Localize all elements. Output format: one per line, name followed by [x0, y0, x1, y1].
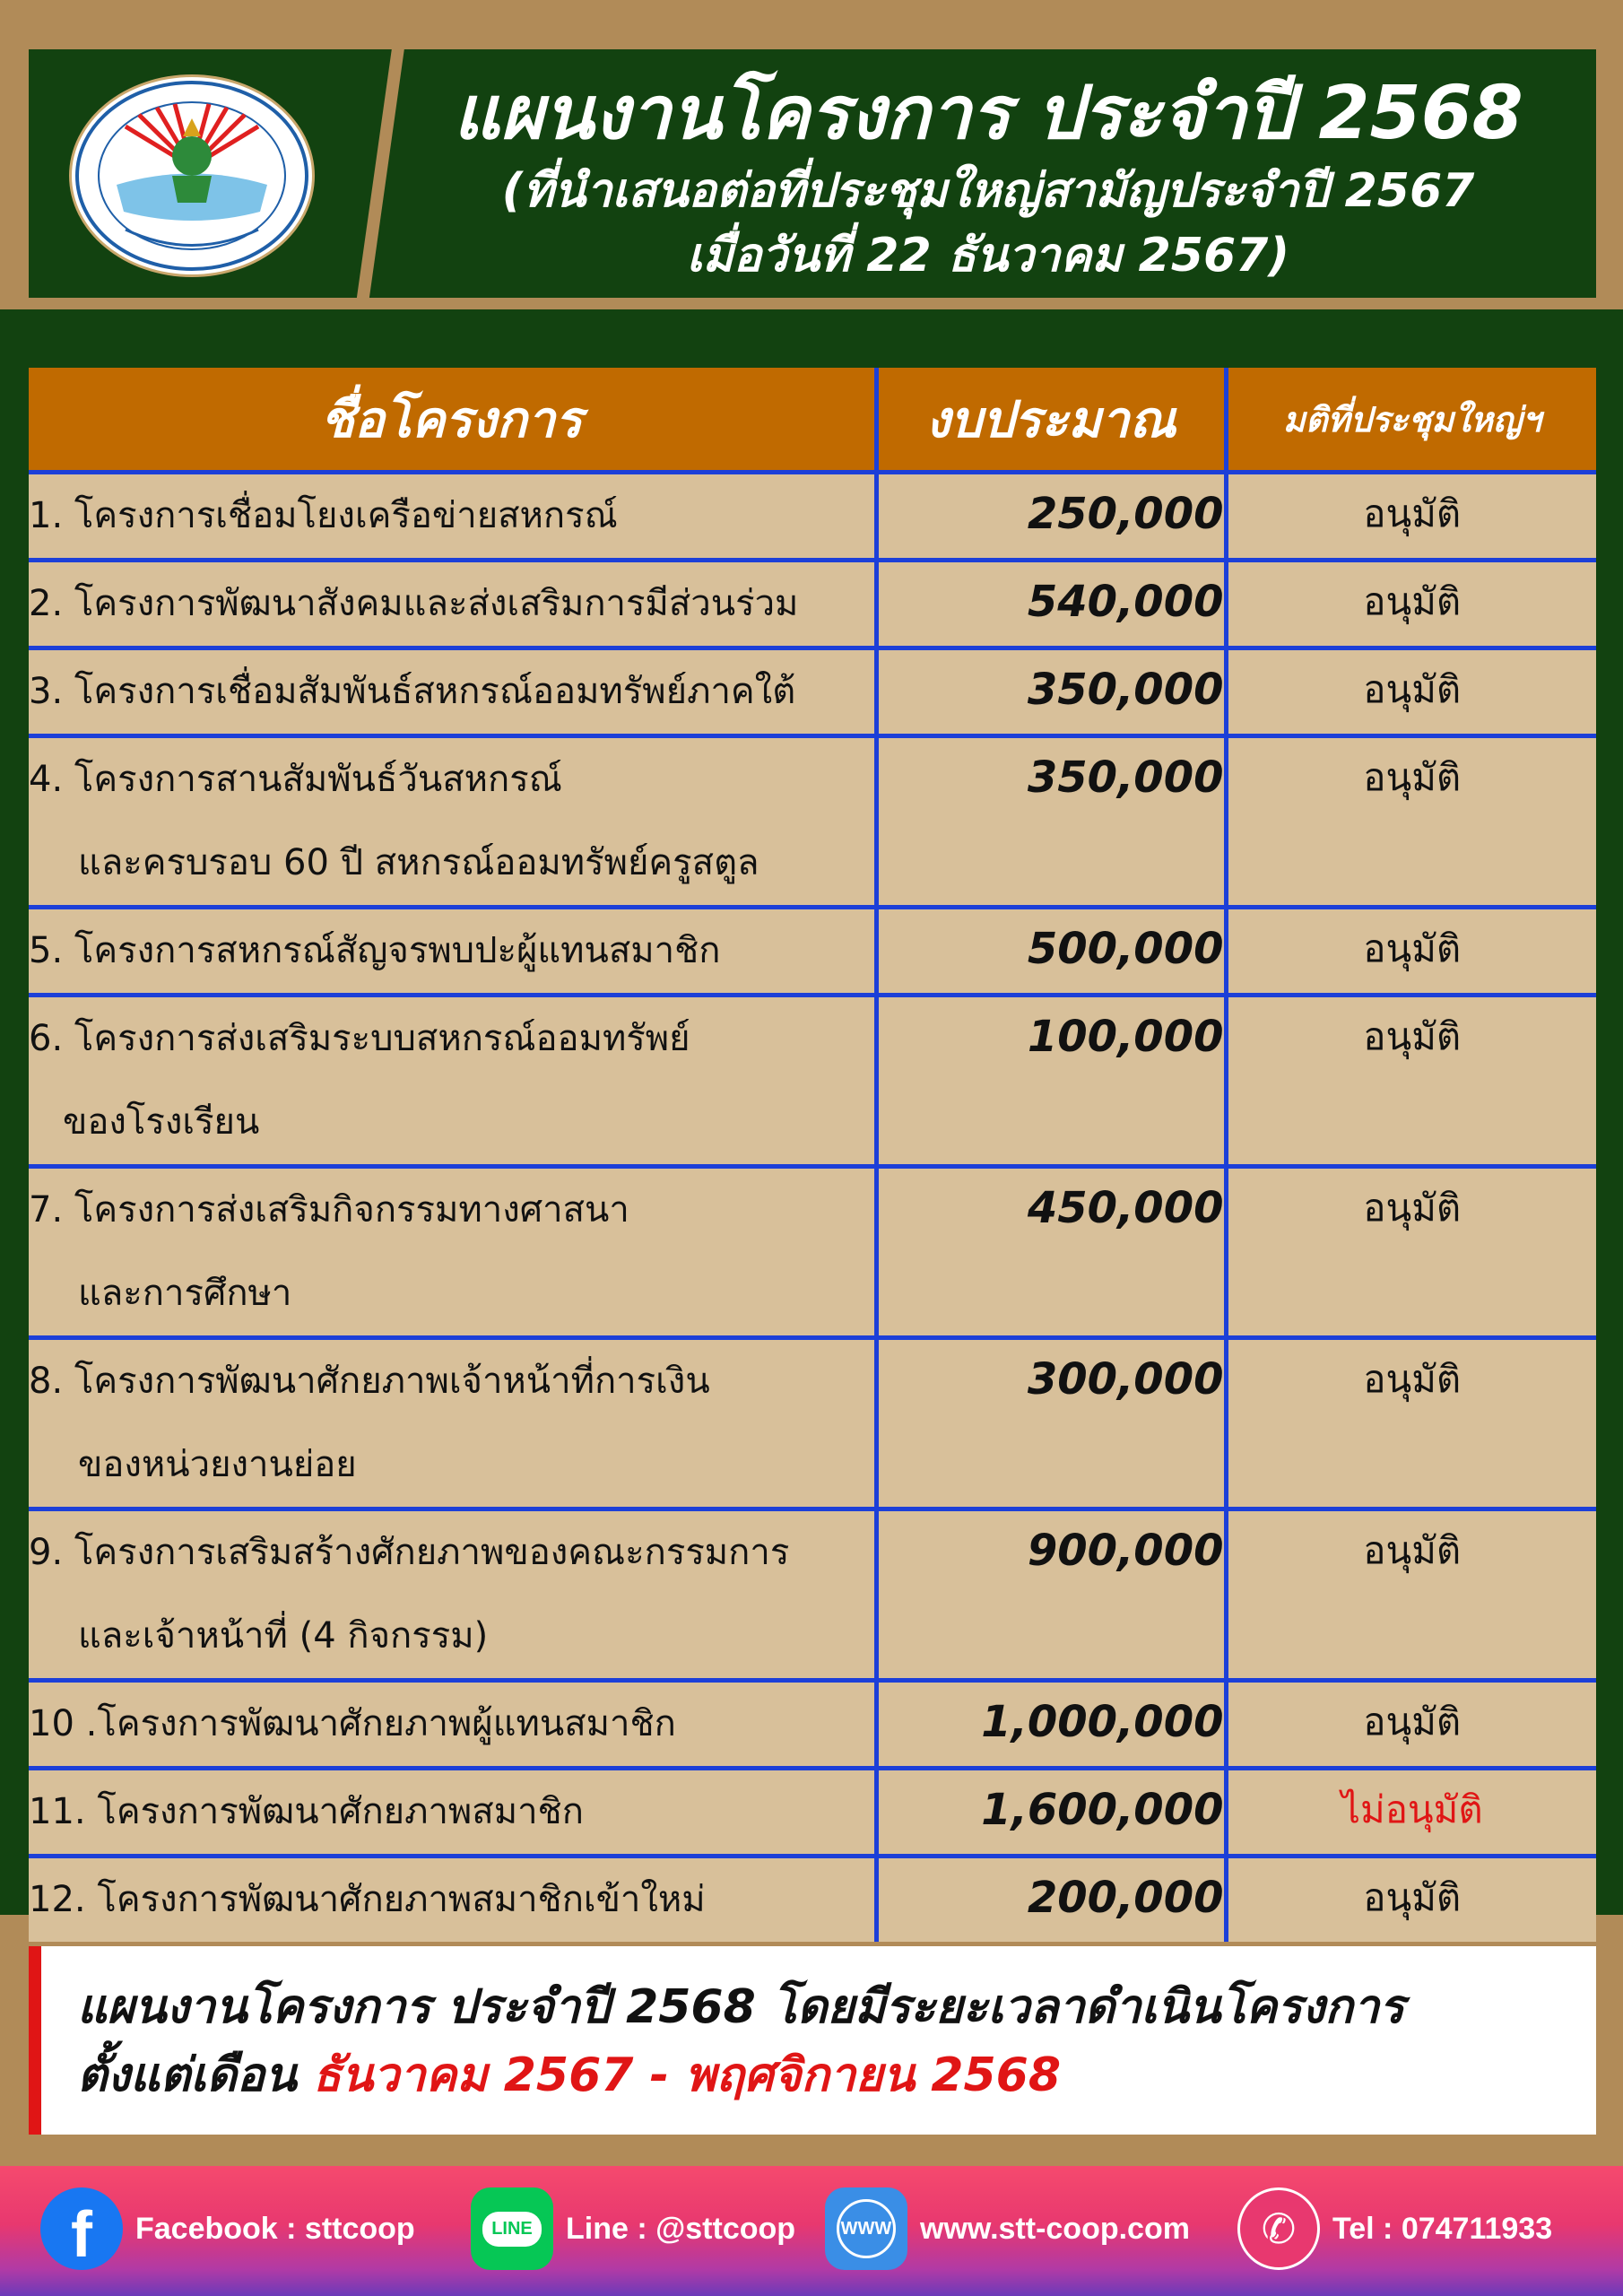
- table-row: [29, 1857, 1596, 1943]
- table-row: [29, 561, 1596, 648]
- notice-line2-prefix: ตั้งแต่เดือน: [77, 2048, 313, 2102]
- header-banner: [29, 49, 1596, 298]
- project-resolution: อนุมัติ: [1226, 1681, 1596, 1769]
- project-resolution: อนุมัติ: [1226, 1857, 1596, 1943]
- project-budget: 1,600,000: [876, 1769, 1226, 1857]
- page-subtitle-line2: เมื่อวันที่ 22 ธันวาคม 2567): [686, 229, 1290, 283]
- notice-line1: แผนงานโครงการ ประจำปี 2568 โดยมีระยะเวลาดำเนินโครงการ: [77, 1980, 1405, 2034]
- table-row: [29, 1509, 1596, 1681]
- page-subtitle-line1: (ที่นำเสนอต่อที่ประชุมใหญ่สามัญประจำปี 2567: [501, 164, 1475, 218]
- project-budget: 350,000: [876, 736, 1226, 908]
- project-budget: 500,000: [876, 908, 1226, 996]
- header-project-name: ชื่อโครงการ: [29, 368, 876, 473]
- website-label[interactable]: www.stt-coop.com: [920, 2211, 1190, 2246]
- coop-emblem-icon: [72, 77, 312, 274]
- header-title-block: [405, 69, 1571, 288]
- project-resolution: อนุมัติ: [1226, 648, 1596, 736]
- project-plan-table: [29, 368, 1596, 1942]
- facebook-icon: f: [40, 2187, 123, 2270]
- project-name: 4. โครงการสานสัมพันธ์วันสหกรณ์ และครบรอบ 60 ปี สหกรณ์ออมทรัพย์ครูสตูล: [29, 736, 876, 908]
- line-contact[interactable]: [471, 2184, 795, 2274]
- project-name: 2. โครงการพัฒนาสังคมและส่งเสริมการมีส่วนร่วม: [29, 561, 876, 648]
- project-budget: 900,000: [876, 1509, 1226, 1681]
- schedule-notice: [29, 1946, 1596, 2135]
- project-resolution: อนุมัติ: [1226, 1338, 1596, 1509]
- project-name: 1. โครงการเชื่อมโยงเครือข่ายสหกรณ์: [29, 473, 876, 561]
- page-title: แผนงานโครงการ ประจำปี 2568: [453, 71, 1523, 156]
- table-section: [0, 309, 1623, 1923]
- project-budget: 300,000: [876, 1338, 1226, 1509]
- project-name: 8. โครงการพัฒนาศักยภาพเจ้าหน้าที่การเงิน ของหน่วยงานย่อย: [29, 1338, 876, 1509]
- project-name: 6. โครงการส่งเสริมระบบสหกรณ์ออมทรัพย์ ของโรงเรียน: [29, 996, 876, 1167]
- project-name: 10 .โครงการพัฒนาศักยภาพผู้แทนสมาชิก: [29, 1681, 876, 1769]
- project-budget: 100,000: [876, 996, 1226, 1167]
- header-resolution: มติที่ประชุมใหญ่ฯ: [1226, 368, 1596, 473]
- project-name: 11. โครงการพัฒนาศักยภาพสมาชิก: [29, 1769, 876, 1857]
- facebook-label[interactable]: Facebook : sttcoop: [135, 2211, 415, 2246]
- project-resolution-rejected: ไม่อนุมัติ: [1226, 1769, 1596, 1857]
- table-row: [29, 996, 1596, 1167]
- phone-icon: ✆: [1237, 2187, 1320, 2270]
- facebook-contact[interactable]: [40, 2184, 415, 2274]
- project-resolution: อนุมัติ: [1226, 736, 1596, 908]
- project-name: 5. โครงการสหกรณ์สัญจรพบปะผู้แทนสมาชิก: [29, 908, 876, 996]
- project-resolution: อนุมัติ: [1226, 908, 1596, 996]
- line-app-icon: LINE: [471, 2187, 553, 2270]
- table-row: [29, 1769, 1596, 1857]
- project-budget: 200,000: [876, 1857, 1226, 1943]
- project-budget: 250,000: [876, 473, 1226, 561]
- phone-label[interactable]: Tel : 074711933: [1332, 2211, 1553, 2246]
- line-label[interactable]: Line : @sttcoop: [566, 2211, 796, 2246]
- header-budget: งบประมาณ: [876, 368, 1226, 473]
- project-resolution: อนุมัติ: [1226, 1167, 1596, 1338]
- project-name: 7. โครงการส่งเสริมกิจกรรมทางศาสนา และการศึกษา: [29, 1167, 876, 1338]
- table-row: [29, 1338, 1596, 1509]
- project-resolution: อนุมัติ: [1226, 561, 1596, 648]
- table-row: [29, 908, 1596, 996]
- table-row: [29, 736, 1596, 908]
- project-resolution: อนุมัติ: [1226, 1509, 1596, 1681]
- project-budget: 450,000: [876, 1167, 1226, 1338]
- notice-period-highlight: ธันวาคม 2567 - พฤศจิกายน 2568: [312, 2048, 1062, 2102]
- table-row: [29, 473, 1596, 561]
- contact-footer: [0, 2166, 1623, 2296]
- table-row: [29, 1167, 1596, 1338]
- notice-text: [77, 1973, 1584, 2109]
- project-name: 9. โครงการเสริมสร้างศักยภาพของคณะกรรมการ และเจ้าหน้าที่ (4 กิจกรรม): [29, 1509, 876, 1681]
- table-row: [29, 648, 1596, 736]
- phone-contact[interactable]: [1237, 2184, 1552, 2274]
- project-budget: 350,000: [876, 648, 1226, 736]
- project-resolution: อนุมัติ: [1226, 996, 1596, 1167]
- project-budget: 1,000,000: [876, 1681, 1226, 1769]
- header-logo-panel: [29, 49, 405, 298]
- globe-icon: WWW: [825, 2187, 907, 2270]
- coop-logo: [69, 74, 315, 277]
- table-row: [29, 1681, 1596, 1769]
- project-resolution: อนุมัติ: [1226, 473, 1596, 561]
- table-header-row: [29, 368, 1596, 473]
- website-contact[interactable]: [825, 2184, 1190, 2274]
- project-budget: 540,000: [876, 561, 1226, 648]
- project-name: 3. โครงการเชื่อมสัมพันธ์สหกรณ์ออมทรัพย์ภาคใต้: [29, 648, 876, 736]
- project-name: 12. โครงการพัฒนาศักยภาพสมาชิกเข้าใหม่: [29, 1857, 876, 1943]
